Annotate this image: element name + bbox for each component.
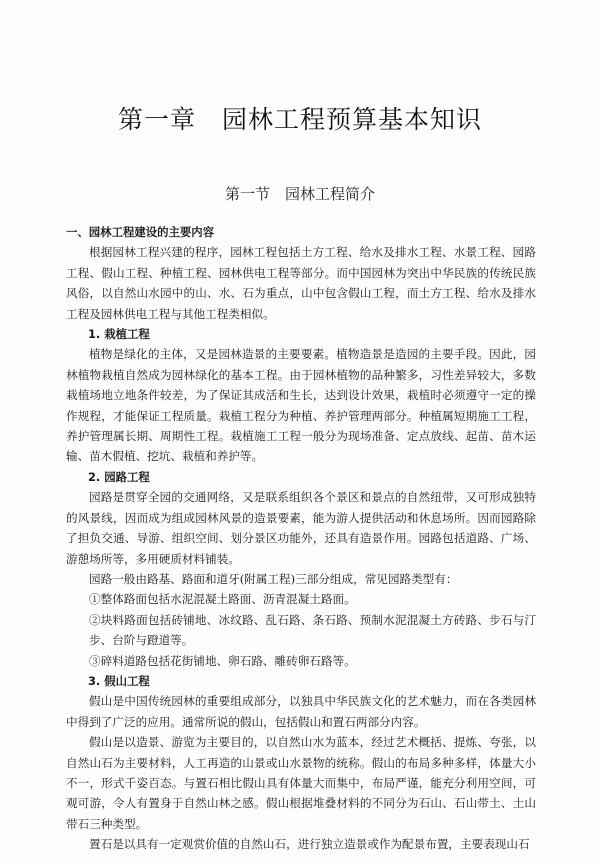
paragraph-rockery-1: 假山是中国传统园林的重要组成部分，以独具中华民族文化的艺术魅力，而在各类园林中得到了广泛的应用。通常所说的假山，包括假山和置石两部分内容。 <box>66 694 536 729</box>
heading-main-content: 一、园林工程建设的主要内容 <box>66 225 215 239</box>
chapter-title: 第一章 园林工程预算基本知识 <box>117 105 482 134</box>
body-text <box>66 222 536 855</box>
paragraph-intro: 根据园林工程兴建的程序，园林工程包括土方工程、给水及排水工程、水景工程、园路工程、假山工程、种植工程、园林供电工程等部分。而中国园林为突出中华民族的传统民族风俗，以自然山水园中的山、水、石为重点，山中包含假山工程，而土方工程、给水及排水工程及园林供电工程与其他工程类相似。 <box>66 245 536 321</box>
list-item-road-2: ②块料路面包括砖铺地、冰纹路、乱石路、条石路、预制水泥混凝土方砖路、步石与汀步、台阶与蹬道等。 <box>89 612 536 648</box>
paragraph-road-1: 园路是贯穿全园的交通网络，又是联系组织各个景区和景点的自然纽带，又可形成独特的风景线，因而成为组成园林风景的造景要素，能为游人提供活动和休息场所。因而园路除了担负交通、导游、组织空间、划分景区功能外，还具有造景作用。园路包括道路、广场、游憩场所等，多用硬质材料铺装。 <box>66 490 536 566</box>
heading-planting: 1. 栽植工程 <box>88 327 150 342</box>
heading-rockery: 3. 假山工程 <box>88 673 150 688</box>
heading-road: 2. 园路工程 <box>88 469 150 484</box>
paragraph-planting: 植物是绿化的主体，又是园林造景的主要要素。植物造景是造园的主要手段。因此，园林植物栽植自然成为园林绿化的基本工程。由于园林植物的品种繁多，习性差异较大，多数栽植场地立地条件较差，为了保证其成活和生长，达到设计效果，栽植时必须遵守一定的操作规程，才能保证工程质量。栽植工程分为种植、养护管理两部分。种植属短期施工工程，养护管理属长期、周期性工程。栽植施工工程一般分为现场准备、定点放线、起苗、苗木运输、苗木假植、挖坑、栽植和养护等。 <box>66 347 536 464</box>
paragraph-rockery-2: 假山是以造景、游览为主要目的，以自然山水为蓝本，经过艺术概括、提炼、夸张，以自然山石为主要材料，人工再造的山景或山水景物的统称。假山的布局多种多样，体量大小不一，形式千姿百态。与置石相比假山具有体量大而集中，布局严谨，能充分利用空间，可观可游，令人有置身于自然山林之感。假山根据堆叠材料的不同分为石山、石山带土、土山带石三种类型。 <box>66 735 536 831</box>
section-title: 第一节 园林工程简介 <box>224 185 375 203</box>
paragraph-rockery-3: 置石是以具有一定观赏价值的自然山石，进行独立造景或作为配景布置，主要表现山石 <box>89 837 530 852</box>
list-item-road-1: ①整体路面包括水泥混凝土路面、沥青混凝土路面。 <box>89 592 356 607</box>
paragraph-road-2: 园路一般由路基、路面和道牙(附属工程)三部分组成，常见园路类型有： <box>89 571 458 586</box>
list-item-road-3: ③碎料道路包括花街铺地、卵石路、雕砖卵石路等。 <box>89 653 356 668</box>
